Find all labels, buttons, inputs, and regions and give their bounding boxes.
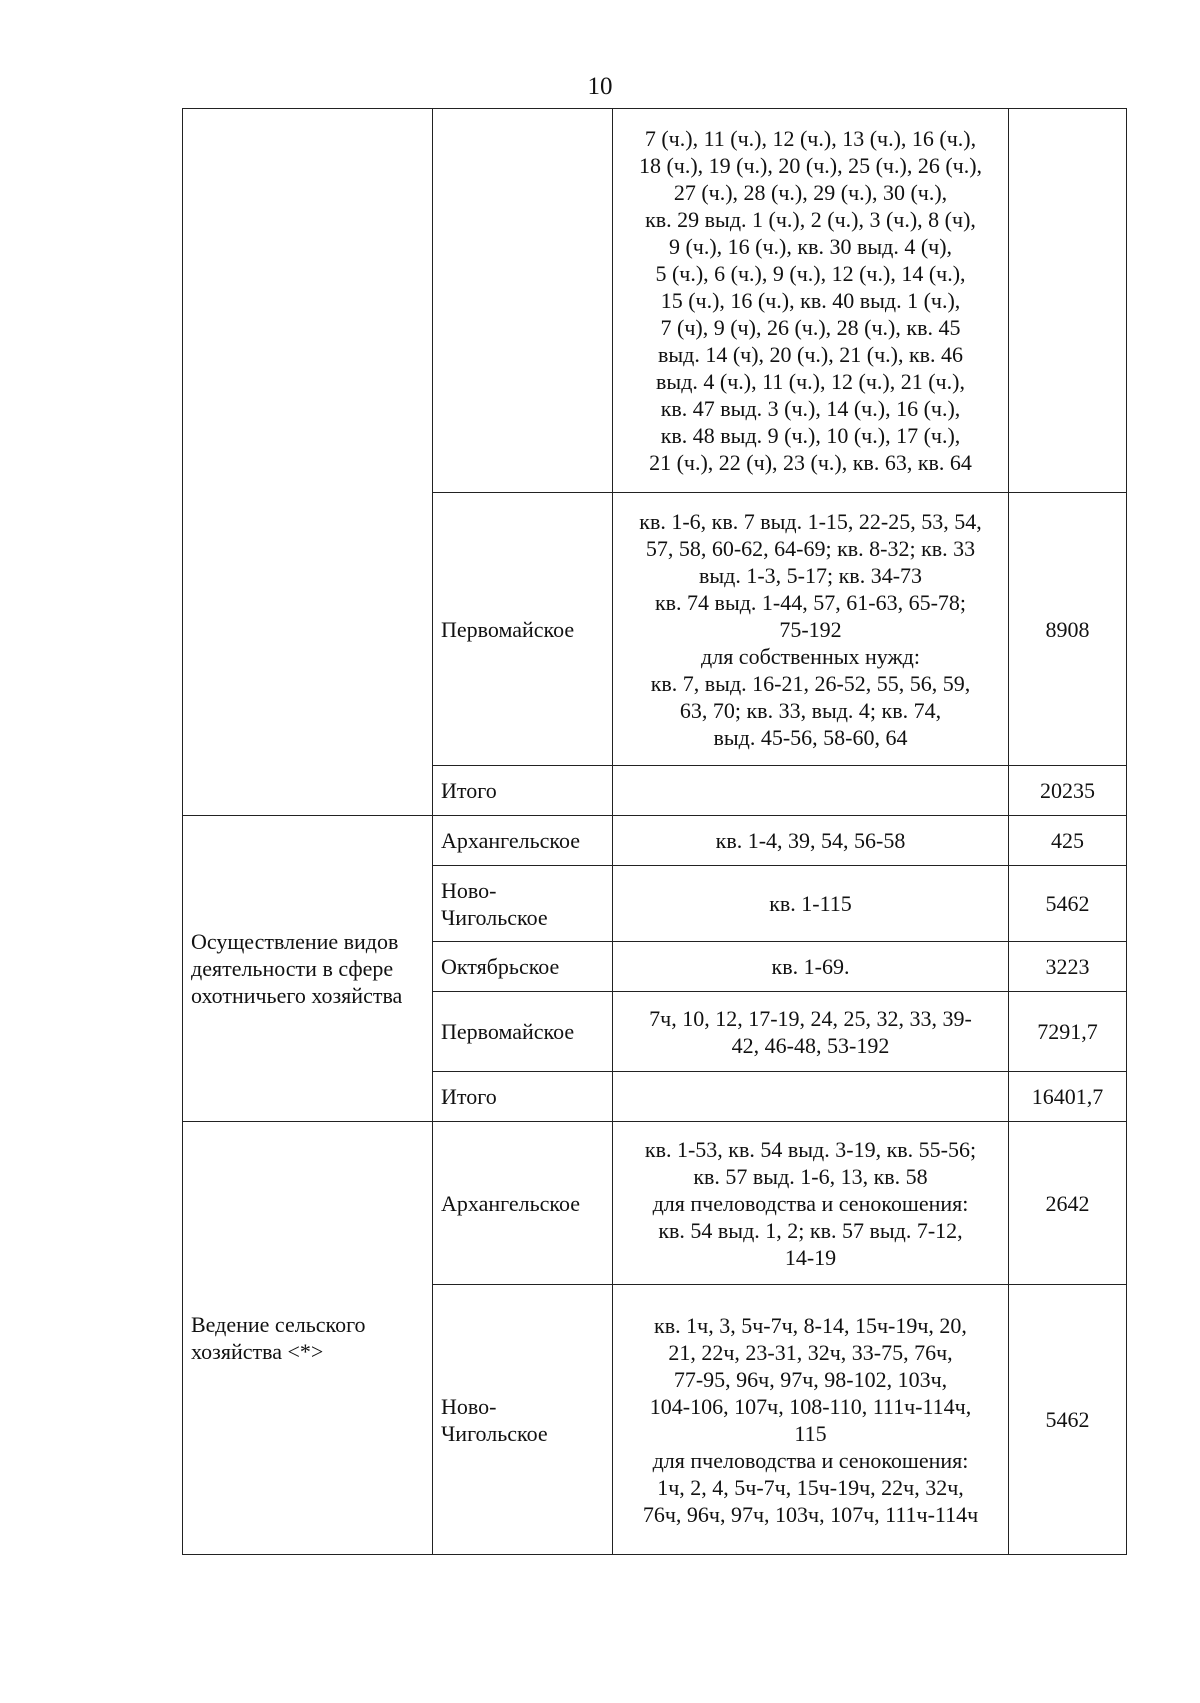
activity-cell: Осуществление видов деятельности в сфере охотничьего хозяйства	[183, 816, 433, 1122]
forestry-cell: Архангельское	[433, 1122, 613, 1285]
quarters-cell: 7ч, 10, 12, 17-19, 24, 25, 32, 33, 39- 42, 46-48, 53-192	[613, 992, 1009, 1072]
forestry-cell: Ново- Чигольское	[433, 1285, 613, 1555]
forestry-cell	[433, 109, 613, 493]
table-row	[183, 109, 1127, 493]
activity-cell: Ведение сельского хозяйства <*>	[183, 1122, 433, 1555]
forestry-cell: Октябрьское	[433, 942, 613, 992]
quarters-cell: кв. 1-6, кв. 7 выд. 1-15, 22-25, 53, 54, 57, 58, 60-62, 64-69; кв. 8-32; кв. 33 выд. 1-3, 5-17; кв. 34-73 кв. 74 выд. 1-44, 57, 61-63, 65-78; 75-192 для собственных нужд: кв. 7, выд. 16-21, 26-52, 55, 56, 59, 63, 70; кв. 33, выд. 4; кв. 74, выд. 45-56, 58-60, 64	[613, 493, 1009, 766]
table-row	[183, 816, 1127, 866]
area-cell: 3223	[1009, 942, 1127, 992]
area-cell: 425	[1009, 816, 1127, 866]
forestry-cell: Первомайское	[433, 493, 613, 766]
table-row	[183, 1122, 1127, 1285]
total-area-cell: 20235	[1009, 766, 1127, 816]
quarters-cell: кв. 1-4, 39, 54, 56-58	[613, 816, 1009, 866]
total-area-cell: 16401,7	[1009, 1072, 1127, 1122]
quarters-cell: кв. 1-69.	[613, 942, 1009, 992]
area-cell: 2642	[1009, 1122, 1127, 1285]
forestry-cell: Ново- Чигольское	[433, 866, 613, 942]
quarters-cell: 7 (ч.), 11 (ч.), 12 (ч.), 13 (ч.), 16 (ч.), 18 (ч.), 19 (ч.), 20 (ч.), 25 (ч.), 26 (ч.), 27 (ч.), 28 (ч.), 29 (ч.), 30 (ч.), кв. 29 выд. 1 (ч.), 2 (ч.), 3 (ч.), 8 (ч), 9 (ч.), 16 (ч.), кв. 30 выд. 4 (ч), 5 (ч.), 6 (ч.), 9 (ч.), 12 (ч.), 14 (ч.), 15 (ч.), 16 (ч.), кв. 40 выд. 1 (ч.), 7 (ч), 9 (ч), 26 (ч.), 28 (ч.), кв. 45 выд. 14 (ч), 20 (ч.), 21 (ч.), кв. 46 выд. 4 (ч.), 11 (ч.), 12 (ч.), 21 (ч.), кв. 47 выд. 3 (ч.), 14 (ч.), 16 (ч.), кв. 48 выд. 9 (ч.), 10 (ч.), 17 (ч.), 21 (ч.), 22 (ч), 23 (ч.), кв. 63, кв. 64	[613, 109, 1009, 493]
quarters-cell	[613, 766, 1009, 816]
quarters-cell: кв. 1-115	[613, 866, 1009, 942]
quarters-cell: кв. 1ч, 3, 5ч-7ч, 8-14, 15ч-19ч, 20, 21, 22ч, 23-31, 32ч, 33-75, 76ч, 77-95, 96ч, 97ч, 98-102, 103ч, 104-106, 107ч, 108-110, 111ч-114ч, 115 для пчеловодства и сенокошения: 1ч, 2, 4, 5ч-7ч, 15ч-19ч, 22ч, 32ч, 76ч, 96ч, 97ч, 103ч, 107ч, 111ч-114ч	[613, 1285, 1009, 1555]
area-cell: 8908	[1009, 493, 1127, 766]
forestry-cell: Первомайское	[433, 992, 613, 1072]
quarters-cell: кв. 1-53, кв. 54 выд. 3-19, кв. 55-56; кв. 57 выд. 1-6, 13, кв. 58 для пчеловодства и сенокошения: кв. 54 выд. 1, 2; кв. 57 выд. 7-12, 14-19	[613, 1122, 1009, 1285]
forestry-cell: Архангельское	[433, 816, 613, 866]
area-cell	[1009, 109, 1127, 493]
page-number: 10	[587, 73, 613, 100]
area-cell: 5462	[1009, 1285, 1127, 1555]
area-cell: 5462	[1009, 866, 1127, 942]
total-label-cell: Итого	[433, 766, 613, 816]
activity-cell	[183, 109, 433, 816]
area-cell: 7291,7	[1009, 992, 1127, 1072]
total-label-cell: Итого	[433, 1072, 613, 1122]
forest-use-table	[182, 108, 1127, 1555]
quarters-cell	[613, 1072, 1009, 1122]
